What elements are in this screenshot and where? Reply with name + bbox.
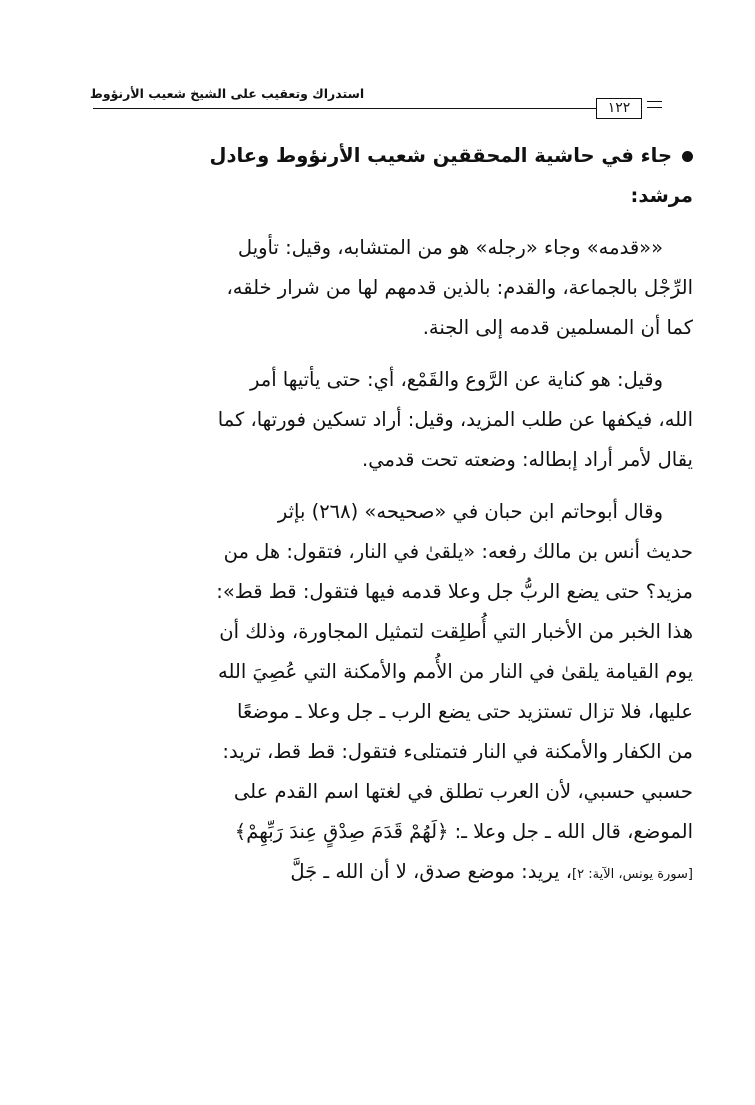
text-line: مزيد؟ حتى يضع الربُّ جل وعلا قدمه فيها فتقول: قط قط»: (216, 580, 693, 603)
text-line: عليها، فلا تزال تستزيد حتى يضع الرب ـ جل وعلا ـ موضعًا (237, 700, 693, 723)
text-line: حسبي حسبي، لأن العرب تطلق في لغتها اسم القدم على (233, 780, 693, 803)
surah-citation: [سورة يونس، الآية: ٢] (572, 867, 693, 882)
text-line: كما أن المسلمين قدمه إلى الجنة. (422, 316, 693, 339)
text-line-citation: [سورة يونس، الآية: ٢]، يريد: موضع صدق، لا أن الله ـ جَلَّ (290, 860, 693, 883)
quran-verse: ﴿لَهُمْ قَدَمَ صِدْقٍ عِندَ رَبِّهِمْ﴾ (234, 820, 449, 843)
text-line: الله، فيكفها عن طلب المزيد، وقيل: أراد تسكين فورتها، كما (217, 408, 693, 431)
text-line: مرشد: (630, 184, 693, 207)
bullet-icon (682, 151, 693, 162)
body-text (62, 136, 693, 892)
text-line: الرِّجْل بالجماعة، والقدم: بالذين قدمهم لها من شرار خلقه، (226, 276, 693, 299)
page-number: ١٢٢ (596, 98, 642, 119)
text-line: يوم القيامة يلقىٰ في النار من الأُمم والأمكنة التي عُصِيَ الله (217, 660, 693, 683)
header-rule (93, 108, 596, 109)
text-line: هذا الخبر من الأخبار التي أُطلِقت لتمثيل المجاورة، وذلك أن (219, 620, 693, 643)
text-line: يقال لأمر أراد إبطاله: وضعته تحت قدمي. (362, 448, 693, 471)
text-line: حديث أنس بن مالك رفعه: «يلقىٰ في النار، فتقول: هل من (223, 540, 693, 563)
text-line-quran: الموضع، قال الله ـ جل وعلا ـ: ﴿لَهُمْ قَدَمَ صِدْقٍ عِندَ رَبِّهِمْ﴾ (234, 820, 693, 843)
header-ornament (647, 101, 662, 113)
text-line: وقال أبوحاتم ابن حبان في «صحيحه» (٢٦٨) بإثر (277, 500, 663, 523)
text-line: ««قدمه» وجاء «رجله» هو من المتشابه، وقيل: تأويل (237, 236, 663, 259)
text-line: وقيل: هو كناية عن الرَّوع والقَمْع، أي: حتى يأتيها أمر (249, 368, 663, 391)
text-line: من الكفار والأمكنة في النار فتمتلىء فتقول: قط قط، تريد: (222, 740, 693, 763)
running-title: استدراك وتعقيب على الشيخ شعيب الأرنؤوط (89, 86, 365, 101)
text-line: جاء في حاشية المحققين شعيب الأرنؤوط وعادل (62, 136, 693, 176)
